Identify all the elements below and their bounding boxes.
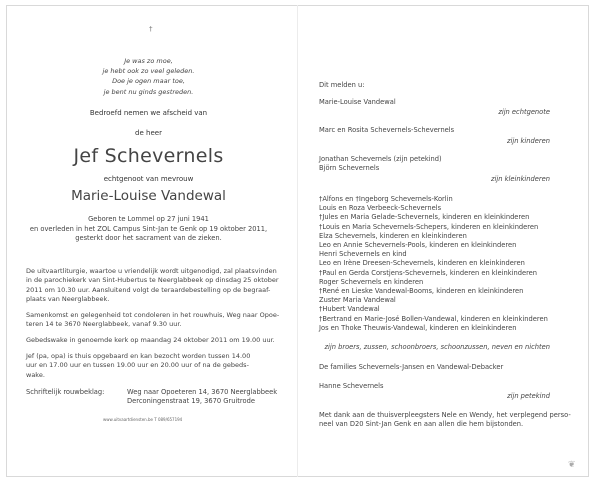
liturgy-line: plaats van Neerglabbeek. [26, 295, 110, 304]
sibling-entry: †Bertrand en Marie-José Bollen-Vandewal, kinderen en kleinkinderen [319, 314, 548, 323]
right-heading: Dit melden u: [319, 81, 365, 89]
godchild-name: Hanne Schevernels [319, 382, 384, 390]
sibling-entry: †Jules en Maria Gelade-Schevernels, kinderen en kleinkinderen [319, 213, 530, 222]
visit-line: Jef (pa, opa) is thuis opgebaard en kan bezocht worden tussen 14.00 [26, 352, 251, 360]
poem-line: je bent nu ginds gestreden. [103, 87, 194, 96]
entry-name: Marie-Louise Vandewal [319, 98, 396, 106]
wake-line: Gebedswake in genoemde kerk op maandag 24 oktober 2011 om 19.00 uur. [26, 336, 275, 344]
condolences-paragraph [26, 311, 280, 330]
sibling-entry: Elza Schevernels, kinderen en kleinkinderen [319, 231, 467, 240]
thanks-line: Met dank aan de thuisverpleegsters Nele en Wendy, het verplegend perso- [319, 411, 571, 419]
sibling-entry: †Hubert Vandewal [319, 305, 380, 314]
poem [0, 56, 297, 97]
entry-name: Marc en Rosita Schevernels-Schevernels [319, 126, 455, 134]
entry-name: Björn Schevernels [319, 164, 380, 172]
spouse-name: Marie-Louise Vandewal [71, 188, 226, 204]
died-text: gesterkt door het sacrament van de zieken. [75, 234, 222, 243]
deceased-name: Jef Schevernels [73, 145, 224, 167]
sibling-entry: †René en Lieske Vandewal-Booms, kinderen en kleinkinderen [319, 287, 524, 296]
fold-line [297, 5, 298, 477]
sibling-entry: Leo en Annie Schevernels-Pools, kinderen en kleinkinderen [319, 241, 517, 250]
born-text: Geboren te Lommel op 27 juni 1941 [88, 215, 209, 223]
sibling-entry: Roger Schevernels en kinderen [319, 277, 424, 286]
mail-addresses [127, 388, 277, 406]
mail-address: Derconingenstraat 19, 3670 Gruitrode [127, 397, 255, 406]
died-text: en overleden in het ZOL Campus Sint-Jan te Genk op 19 oktober 2011, [29, 224, 268, 233]
mail-label: Schriftelijk rouwbeklag: [26, 388, 105, 396]
corner-ornament-icon: ❦ [568, 460, 576, 470]
birth-death [0, 215, 297, 244]
siblings-role: zijn broers, zussen, schoonbroers, schoonzussen, neven en nichten [324, 343, 550, 351]
sibling-entry: Jos en Thoke Theuwis-Vandewal, kinderen en kleinkinderen [319, 323, 517, 332]
sibling-entry: †Alfons en †Ingeborg Schevernels-Korlin [319, 195, 453, 203]
poem-line: Doe je ogen maar toe, [112, 77, 185, 86]
cross-icon: † [149, 25, 153, 33]
liturgy-line: 2011 om 10.30 uur. Aansluitend volgt de teraardebestelling op de begraaf- [26, 285, 271, 294]
visit-line: uur en 17.00 uur en tussen 19.00 uur en 20.00 uur of na de gebeds- [26, 361, 249, 370]
poem-line: je hebt ook zo veel geleden. [102, 67, 195, 76]
thanks-line: neel van D20 Sint-Jan Genk en aan allen die hem bijstonden. [319, 420, 524, 429]
condolences-line: teren 14 te 3670 Neerglabbeek, vanaf 9.30 uur. [26, 320, 182, 329]
families-text: De families Schevernels-Jansen en Vandewal-Debacker [319, 363, 504, 371]
mail-address: Weg naar Opoeteren 14, 3670 Neerglabbeek [127, 388, 278, 396]
liturgy-paragraph [26, 267, 279, 305]
godchild-role: zijn petekind [507, 392, 550, 400]
de-heer-text: de heer [135, 129, 162, 137]
sibling-entry: †Paul en Gerda Corstjens-Schevernels, kinderen en kleinkinderen [319, 268, 538, 277]
thanks-paragraph [319, 411, 571, 429]
condolences-line: Samenkomst en gelegenheid tot condoleren in het rouwhuis, Weg naar Opoe- [26, 311, 280, 319]
entry-role: zijn echtgenote [498, 108, 550, 116]
sibling-entry: Zuster Maria Vandewal [319, 296, 396, 305]
intro-text: Bedroefd nemen we afscheid van [89, 109, 208, 117]
sibling-entry: Leo en Irène Dreesen-Schevernels, kinderen en kleinkinderen [319, 259, 525, 268]
sibling-entry: †Louis en Maria Schevernels-Schepers, kinderen en kleinkinderen [319, 222, 539, 231]
entry-role: zijn kinderen [506, 137, 550, 145]
poem-line: Je was zo moe, [124, 57, 173, 65]
liturgy-line: De uitvaartliturgie, waartoe u vriendelijk wordt uitgenodigd, zal plaatsvinden [26, 267, 277, 275]
entry-name: Jonathan Schevernels (zijn petekind) [319, 155, 442, 163]
sibling-entry: Henri Schevernels en kind [319, 250, 407, 259]
visit-line: wake. [26, 370, 45, 379]
visit-paragraph [26, 352, 276, 380]
liturgy-line: in de parochiekerk van Sint-Hubertus te Neerglabbeek op dinsdag 25 oktober [26, 276, 279, 285]
sibling-entry: Louis en Roza Verbeeck-Schevernels [319, 204, 442, 213]
siblings-list [319, 195, 548, 333]
printer-footer: www.uitvaartdiensten.be T 089/657194 [103, 417, 183, 422]
spouse-intro: echtgenoot van mevrouw [103, 175, 194, 183]
entry-role: zijn kleinkinderen [491, 175, 550, 183]
wake-paragraph [26, 336, 276, 345]
